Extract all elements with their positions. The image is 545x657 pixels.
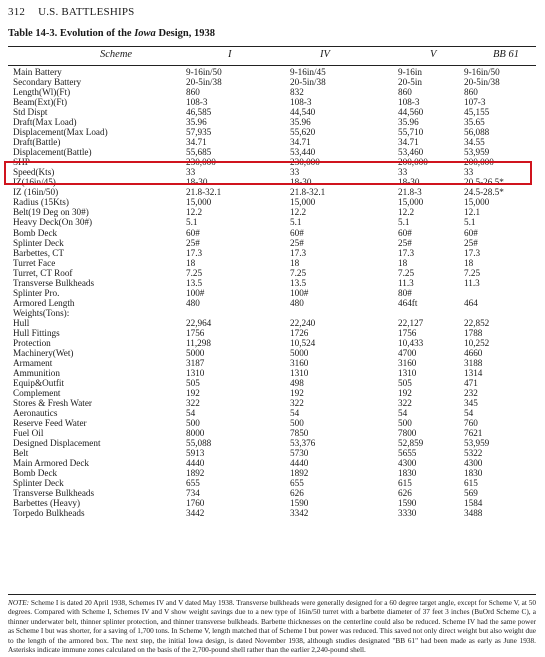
table-body (0, 67, 545, 518)
cell-value: 626 (290, 488, 304, 499)
cell-value: 56,088 (464, 127, 490, 138)
cell-value: 35.96 (186, 117, 207, 128)
cell-value: 10,433 (398, 337, 424, 348)
table-title-ship-name: Iowa (134, 28, 156, 39)
cell-value: 3160 (290, 357, 309, 368)
cell-value: 100# (186, 287, 205, 298)
row-label: Aeronautics (13, 408, 58, 419)
cell-value: 200,000 (398, 157, 428, 168)
table-row (0, 67, 545, 77)
table-row (0, 438, 545, 448)
cell-value: 34.55 (464, 137, 485, 148)
table-title-suffix: Design, 1938 (155, 28, 216, 39)
cell-value: 4700 (398, 347, 417, 358)
cell-value: 10,524 (290, 337, 316, 348)
table-row (0, 107, 545, 117)
cell-value: 1314 (464, 367, 483, 378)
cell-value: 108-3 (398, 97, 420, 108)
row-label: Belt(19 Deg on 30#) (13, 207, 89, 218)
cell-value: 22,852 (464, 317, 490, 328)
cell-value: 20-5in/38 (290, 77, 326, 88)
row-label: SHP (13, 157, 30, 168)
row-label: Splinter Deck (13, 237, 64, 248)
row-label: Splinter Deck (13, 478, 64, 489)
row-label: Splinter Pro. (13, 287, 60, 298)
cell-value: 5.1 (464, 217, 476, 228)
cell-value: 1830 (398, 468, 417, 479)
cell-value: 17.3 (290, 247, 307, 258)
row-label: Main Armored Deck (13, 458, 90, 469)
table-row (0, 498, 545, 508)
cell-value: 1788 (464, 327, 483, 338)
cell-value: 18-30 (398, 177, 420, 188)
cell-value: 18-30 (186, 177, 208, 188)
cell-value: 18 (398, 257, 408, 268)
cell-value: 615 (398, 478, 412, 489)
cell-value: 25# (398, 237, 412, 248)
cell-value: 11.3 (464, 277, 480, 288)
cell-value: 4660 (464, 347, 483, 358)
cell-value: 34.71 (186, 137, 207, 148)
cell-value: 734 (186, 488, 200, 499)
table-title-prefix: Table 14-3. Evolution of the (8, 28, 135, 39)
cell-value: 832 (290, 87, 304, 98)
cell-value: 25# (186, 237, 200, 248)
cell-value: 3442 (186, 508, 205, 519)
table-row (0, 147, 545, 157)
cell-value: 25# (290, 237, 304, 248)
cell-value: 7.25 (186, 267, 203, 278)
row-label: Heavy Deck(On 30#) (13, 217, 93, 228)
cell-value: 7.25 (290, 267, 307, 278)
cell-value: 230,000 (186, 157, 216, 168)
cell-value: 10,252 (464, 337, 490, 348)
cell-value: 3187 (186, 357, 205, 368)
cell-value: 55,710 (398, 127, 424, 138)
row-label: Transverse Bulkheads (13, 277, 95, 288)
table-row (0, 248, 545, 258)
table-row (0, 288, 545, 298)
cell-value: 9-16in/50 (464, 67, 500, 77)
cell-value: 17.3 (464, 247, 481, 258)
table-row (0, 137, 545, 147)
table-row (0, 258, 545, 268)
cell-value: 46,585 (186, 107, 212, 118)
cell-value: 4300 (398, 458, 417, 469)
cell-value: 12.2 (290, 207, 307, 218)
cell-value: 5.1 (398, 217, 410, 228)
cell-value: 3160 (398, 357, 417, 368)
cell-value: 33 (290, 167, 300, 178)
cell-value: 53,376 (290, 438, 316, 449)
table-row (0, 378, 545, 388)
row-label: Weights(Tons): (13, 307, 70, 318)
cell-value: 20-5in/38 (186, 77, 222, 88)
header-scheme-i: I (228, 49, 232, 60)
cell-value: 5322 (464, 448, 483, 459)
table-row (0, 468, 545, 478)
header-bb61: BB 61 (493, 49, 519, 60)
cell-value: 7800 (398, 428, 417, 439)
cell-value: 54 (464, 408, 474, 419)
row-label: Equip&Outfit (13, 377, 65, 388)
cell-value: 5730 (290, 448, 309, 459)
cell-value: 108-3 (186, 97, 208, 108)
cell-value: 60# (464, 227, 478, 238)
cell-value: 192 (398, 388, 412, 398)
note-label: NOTE: (8, 598, 30, 607)
cell-value: 1310 (290, 367, 309, 378)
cell-value: 322 (398, 398, 412, 409)
row-label: IZ (16in/50) (13, 187, 59, 198)
cell-value: 44,540 (290, 107, 316, 118)
table-row (0, 458, 545, 468)
header-scheme-v: V (430, 49, 437, 60)
cell-value: 505 (398, 377, 412, 388)
table-row (0, 318, 545, 328)
header-rule-bottom (8, 65, 536, 66)
row-label: Main Battery (13, 67, 62, 77)
cell-value: 1892 (186, 468, 205, 479)
cell-value: 22,127 (398, 317, 424, 328)
cell-value: 3342 (290, 508, 309, 519)
table-row (0, 488, 545, 498)
cell-value: 1830 (464, 468, 483, 479)
table-row (0, 368, 545, 378)
table-row (0, 388, 545, 398)
cell-value: 57,935 (186, 127, 212, 138)
cell-value: 53,959 (464, 147, 490, 158)
row-label: Armament (13, 357, 53, 368)
cell-value: 60# (186, 227, 200, 238)
immune-zone-highlight-box (4, 161, 532, 188)
cell-value: 22,240 (290, 317, 316, 328)
cell-value: 13.5 (186, 277, 203, 288)
cell-value: 345 (464, 398, 478, 409)
table-note (8, 598, 536, 654)
row-label: Displacement(Max Load) (13, 127, 108, 138)
cell-value: 60# (290, 227, 304, 238)
cell-value: 1590 (398, 498, 417, 509)
cell-value: 5913 (186, 448, 205, 459)
table-row (0, 308, 545, 318)
note-text: Scheme I is dated 20 April 1938, Schemes IV and V dated May 1938. Transverse bulkheads were generally designed for a 60 degree target angle, except for Scheme V, at 50 degrees. Compared with Scheme I, Schemes IV and V show weight savings due to a new type of 16in/50 turret with a barbette diameter of 37 feet 3 inches (BuOrd Scheme C), a thinner underwater belt, thinner splinter protection, and thinner transverse bulkheads. Barbette thicknesses on the centerline could also be reduced. Scheme IV had the same power as Scheme I but was shorter, for a saving of 1,700 tons. In Scheme V, length matched that of Scheme I but power was reduced. This saved not only direct weight but also weight due to the length of the armored box. The next step, the initial Iowa design, is dated November 1938, although studies designated "BB 61" had been made as early as June 1938. Asterisks indicate immune zones calculated on the basis of the 2,700-pound shell rather than the earlier 2,240-pound shell. (8, 598, 536, 655)
cell-value: 55,620 (290, 127, 316, 138)
row-label: Transverse Bulkheads (13, 488, 95, 499)
cell-value: 192 (186, 388, 200, 398)
cell-value: 11.3 (398, 277, 414, 288)
cell-value: 1760 (186, 498, 205, 509)
cell-value: 18 (290, 257, 300, 268)
table-row (0, 207, 545, 217)
cell-value: 45,155 (464, 107, 490, 118)
row-label: Secondary Battery (13, 77, 82, 88)
row-label: Barbettes, CT (13, 247, 65, 258)
cell-value: 655 (186, 478, 200, 489)
row-label: Length(Wl)(Ft) (13, 87, 71, 98)
table-row (0, 398, 545, 408)
cell-value: 21.8-32.1 (186, 187, 222, 198)
cell-value: 21.8-32.1 (290, 187, 326, 198)
row-label: Draft(Battle) (13, 137, 61, 148)
cell-value: 15,000 (464, 197, 490, 208)
cell-value: 1892 (290, 468, 309, 479)
table-row (0, 428, 545, 438)
table-row (0, 87, 545, 97)
cell-value: 1310 (398, 367, 417, 378)
row-label: Complement (13, 388, 61, 398)
row-label: Beam(Ext)(Ft) (13, 97, 68, 108)
table-row (0, 228, 545, 238)
cell-value: 53,959 (464, 438, 490, 449)
cell-value: 34.71 (398, 137, 419, 148)
cell-value: 1726 (290, 327, 309, 338)
cell-value: 480 (186, 297, 200, 308)
cell-value: 480 (290, 297, 304, 308)
cell-value: 33 (398, 167, 408, 178)
cell-value: 9-16in/45 (290, 67, 326, 77)
cell-value: 54 (290, 408, 300, 419)
cell-value: 22,964 (186, 317, 212, 328)
cell-value: 12.2 (186, 207, 203, 218)
cell-value: 3188 (464, 357, 483, 368)
book-title: U.S. BATTLESHIPS (38, 6, 135, 18)
cell-value: 5000 (290, 347, 309, 358)
running-head (8, 6, 134, 18)
cell-value: 18 (464, 257, 474, 268)
cell-value: 15,000 (398, 197, 424, 208)
row-label: Machinery(Wet) (13, 347, 74, 358)
cell-value: 232 (464, 388, 478, 398)
row-label: Armored Length (13, 297, 75, 308)
row-label: IZ(16in/45) (13, 177, 56, 188)
row-label: Bomb Deck (13, 468, 58, 479)
row-label: Hull (13, 317, 30, 328)
cell-value: 24.5-28.5* (464, 187, 504, 198)
cell-value: 322 (290, 398, 304, 409)
cell-value: 35.96 (398, 117, 419, 128)
cell-value: 21.8-3 (398, 187, 422, 198)
cell-value: 20-5in/38 (464, 77, 500, 88)
table-row (0, 508, 545, 518)
cell-value: 1590 (290, 498, 309, 509)
table-row (0, 298, 545, 308)
cell-value: 4440 (290, 458, 309, 469)
cell-value: 12.1 (464, 207, 481, 218)
table-row (0, 348, 545, 358)
cell-value: 54 (398, 408, 408, 419)
cell-value: 9-16in (398, 67, 422, 77)
header-rule-top (8, 46, 536, 47)
cell-value: 100# (290, 287, 309, 298)
cell-value: 20-5in (398, 77, 422, 88)
cell-value: 54 (186, 408, 196, 419)
cell-value: 80# (398, 287, 412, 298)
row-label: Turret, CT Roof (13, 267, 73, 278)
cell-value: 471 (464, 377, 478, 388)
table-row (0, 408, 545, 418)
cell-value: 108-3 (290, 97, 312, 108)
cell-value: 34.71 (290, 137, 311, 148)
table-row (0, 338, 545, 348)
cell-value: 35.65 (464, 117, 485, 128)
cell-value: 18 (186, 257, 196, 268)
row-label: Bomb Deck (13, 227, 58, 238)
cell-value: 464ft (398, 297, 418, 308)
row-label: Protection (13, 337, 51, 348)
row-label: Turret Face (13, 257, 56, 268)
cell-value: 230,000 (290, 157, 320, 168)
row-label: Fuel Oil (13, 428, 44, 439)
cell-value: 5.1 (290, 217, 302, 228)
row-label: Reserve Feed Water (13, 418, 87, 429)
cell-value: 18-30 (290, 177, 312, 188)
table-rule-end (8, 594, 536, 595)
cell-value: 17.3 (186, 247, 203, 258)
table-row (0, 187, 545, 197)
cell-value: 15,000 (186, 197, 212, 208)
table-title (8, 28, 215, 39)
cell-value: 192 (290, 388, 304, 398)
cell-value: 60# (398, 227, 412, 238)
cell-value: 3488 (464, 508, 483, 519)
row-label: Displacement(Battle) (13, 147, 92, 158)
cell-value: 55,685 (186, 147, 212, 158)
cell-value: 15,000 (290, 197, 316, 208)
cell-value: 1310 (186, 367, 205, 378)
cell-value: 760 (464, 418, 478, 429)
cell-value: 44,560 (398, 107, 424, 118)
cell-value: 7.25 (464, 267, 481, 278)
table-row (0, 358, 545, 368)
cell-value: 500 (186, 418, 200, 429)
table-row (0, 478, 545, 488)
cell-value: 7621 (464, 428, 483, 439)
cell-value: 7850 (290, 428, 309, 439)
row-label: Torpedo Bulkheads (13, 508, 85, 519)
table-row (0, 197, 545, 207)
cell-value: 107-3 (464, 97, 486, 108)
cell-value: 1756 (398, 327, 417, 338)
row-label: Hull Fittings (13, 327, 60, 338)
header-scheme: Scheme (100, 49, 133, 60)
row-label: Designed Displacement (13, 438, 101, 449)
cell-value: 17.3 (398, 247, 415, 258)
cell-value: 33 (464, 167, 474, 178)
cell-value: 5655 (398, 448, 417, 459)
cell-value: 4440 (186, 458, 205, 469)
cell-value: 860 (398, 87, 412, 98)
table-row (0, 328, 545, 338)
cell-value: 55,088 (186, 438, 212, 449)
table-row (0, 77, 545, 87)
page-number: 312 (8, 6, 26, 18)
row-label: Stores & Fresh Water (13, 398, 92, 409)
cell-value: 322 (186, 398, 200, 409)
row-label: Speed(Kts) (13, 167, 55, 178)
table-row (0, 278, 545, 288)
table-row (0, 418, 545, 428)
cell-value: 626 (398, 488, 412, 499)
table-row (0, 238, 545, 248)
cell-value: 200,000 (464, 157, 494, 168)
cell-value: 11,298 (186, 337, 211, 348)
cell-value: 12.2 (398, 207, 415, 218)
cell-value: 9-16in/50 (186, 67, 222, 77)
cell-value: 500 (290, 418, 304, 429)
cell-value: 505 (186, 377, 200, 388)
cell-value: 33 (186, 167, 196, 178)
table-row (0, 117, 545, 127)
cell-value: 53,440 (290, 147, 316, 158)
row-label: Draft(Max Load) (13, 117, 77, 128)
cell-value: 860 (186, 87, 200, 98)
header-scheme-iv: IV (320, 49, 330, 60)
row-label: Belt (13, 448, 29, 459)
cell-value: 1584 (464, 498, 483, 509)
row-label: Ammunition (13, 367, 60, 378)
cell-value: 860 (464, 87, 478, 98)
cell-value: 35.96 (290, 117, 311, 128)
cell-value: 3330 (398, 508, 417, 519)
cell-value: 500 (398, 418, 412, 429)
cell-value: 655 (290, 478, 304, 489)
row-label: Std Dispt (13, 107, 48, 118)
cell-value: 5.1 (186, 217, 198, 228)
cell-value: 569 (464, 488, 478, 499)
table-row (0, 217, 545, 227)
cell-value: 498 (290, 377, 304, 388)
cell-value: 615 (464, 478, 478, 489)
cell-value: 53,460 (398, 147, 424, 158)
table-row (0, 268, 545, 278)
cell-value: 1756 (186, 327, 205, 338)
cell-value: 4300 (464, 458, 483, 469)
cell-value: 52,859 (398, 438, 424, 449)
cell-value: 464 (464, 297, 478, 308)
row-label: Barbettes (Heavy) (13, 498, 81, 509)
cell-value: 13.5 (290, 277, 307, 288)
row-label: Radius (15Kts) (13, 197, 69, 208)
cell-value: 5000 (186, 347, 205, 358)
cell-value: 20.5-26.5* (464, 177, 504, 188)
table-row (0, 127, 545, 137)
table-row (0, 97, 545, 107)
cell-value: 7.25 (398, 267, 415, 278)
cell-value: 8000 (186, 428, 205, 439)
cell-value: 25# (464, 237, 478, 248)
table-row (0, 448, 545, 458)
